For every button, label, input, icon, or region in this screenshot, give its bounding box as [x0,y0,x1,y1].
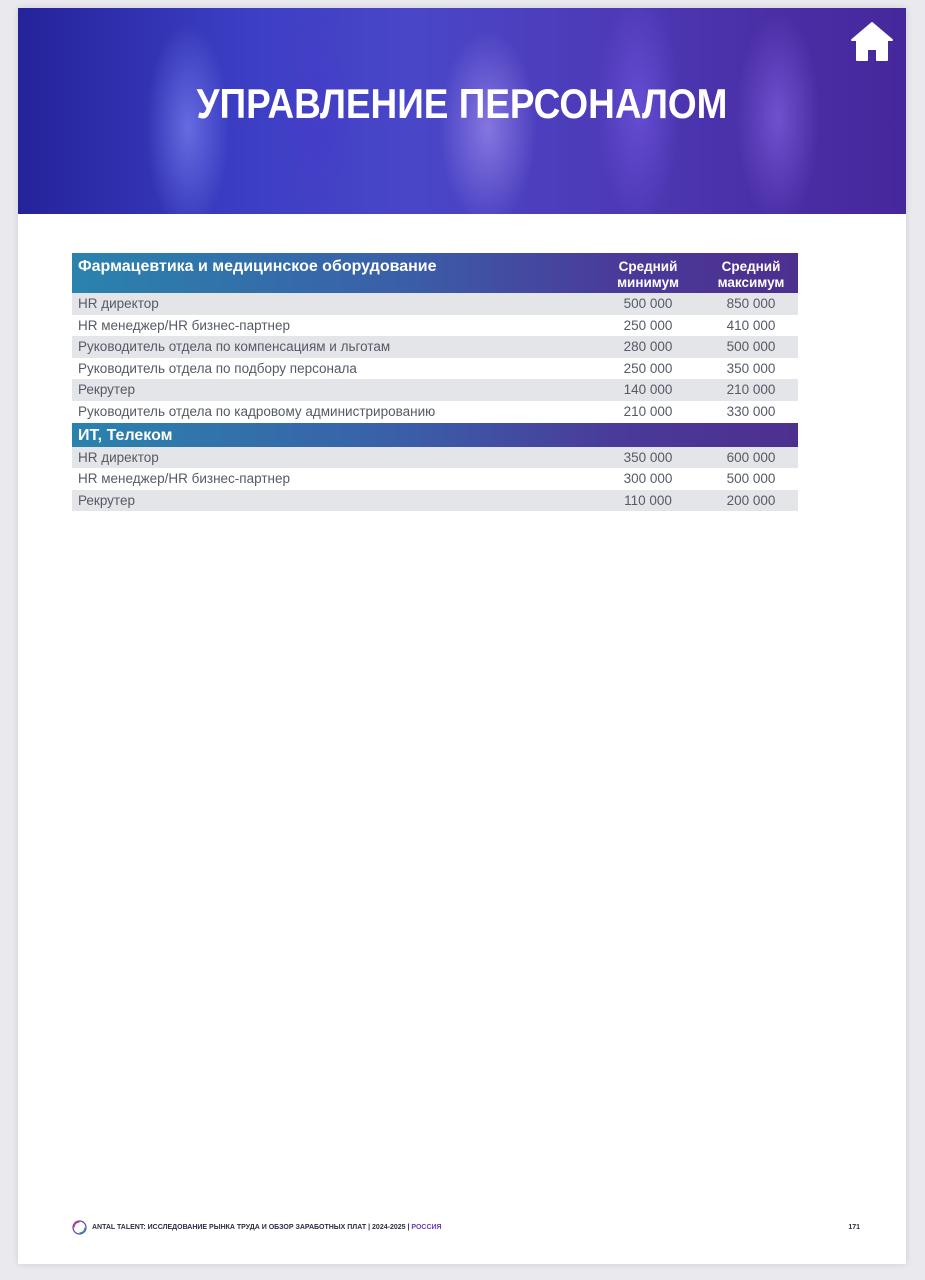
table-row [72,447,798,469]
salary-min: 350 000 [623,449,673,465]
position-name: Рекрутер [78,492,135,508]
salary-min: 500 000 [623,296,673,311]
salary-min: 250 000 [623,360,673,376]
position-name: Руководитель отдела по кадровому администрированию [78,403,436,419]
footer-text: ANTAL TALENT: ИССЛЕДОВАНИЕ РЫНКА ТРУДА И ОБЗОР ЗАРАБОТНЫХ ПЛАТ | 2024-2025 | РОССИЯ [92,1224,442,1231]
home-icon[interactable] [850,20,894,64]
position-name: Рекрутер [78,382,135,398]
salary-min: 300 000 [623,471,673,487]
table-row [72,336,798,358]
position-name: Руководитель отдела по подбору персонала [78,360,357,376]
antal-logo-icon [72,1220,87,1235]
salary-max: 500 000 [726,471,776,487]
document-page [18,8,906,1264]
table-row [72,468,798,490]
salary-min: 210 000 [623,403,673,419]
table-row [72,401,798,423]
salary-table [72,253,798,511]
column-header-max: Средний максимум [717,259,785,290]
position-name: HR менеджер/HR бизнес-партнер [78,471,290,487]
table-row [72,379,798,401]
salary-max: 210 000 [726,382,776,398]
table-row [72,315,798,337]
salary-max: 350 000 [726,360,776,376]
position-name: HR директор [78,449,159,465]
page-number: 171 [848,1224,860,1231]
salary-min: 250 000 [623,317,673,333]
column-header-min: Средний минимум [617,259,679,290]
table-row [72,358,798,380]
section-title: ИТ, Телеком [78,426,173,444]
table-row [72,490,798,512]
position-name: Руководитель отдела по компенсациям и льготам [78,339,391,355]
section-header-it [72,423,798,447]
salary-max: 410 000 [726,317,776,333]
table-row [72,293,798,315]
position-name: HR директор [78,296,159,311]
salary-max: 500 000 [726,339,776,355]
salary-min: 140 000 [623,382,673,398]
footer-country: РОССИЯ [411,1224,442,1231]
page-title: УПРАВЛЕНИЕ ПЕРСОНАЛОМ [196,80,728,127]
salary-max: 330 000 [726,403,776,419]
salary-max: 600 000 [726,449,776,465]
section-title: Фармацевтика и медицинское оборудование [78,258,437,275]
position-name: HR менеджер/HR бизнес-партнер [78,317,290,333]
section-header-pharma [72,253,798,293]
page-footer [72,1220,860,1236]
salary-max: 200 000 [726,492,776,508]
salary-min: 280 000 [623,339,673,355]
header-banner [18,8,906,214]
salary-min: 110 000 [624,492,672,508]
salary-max: 850 000 [726,296,776,311]
